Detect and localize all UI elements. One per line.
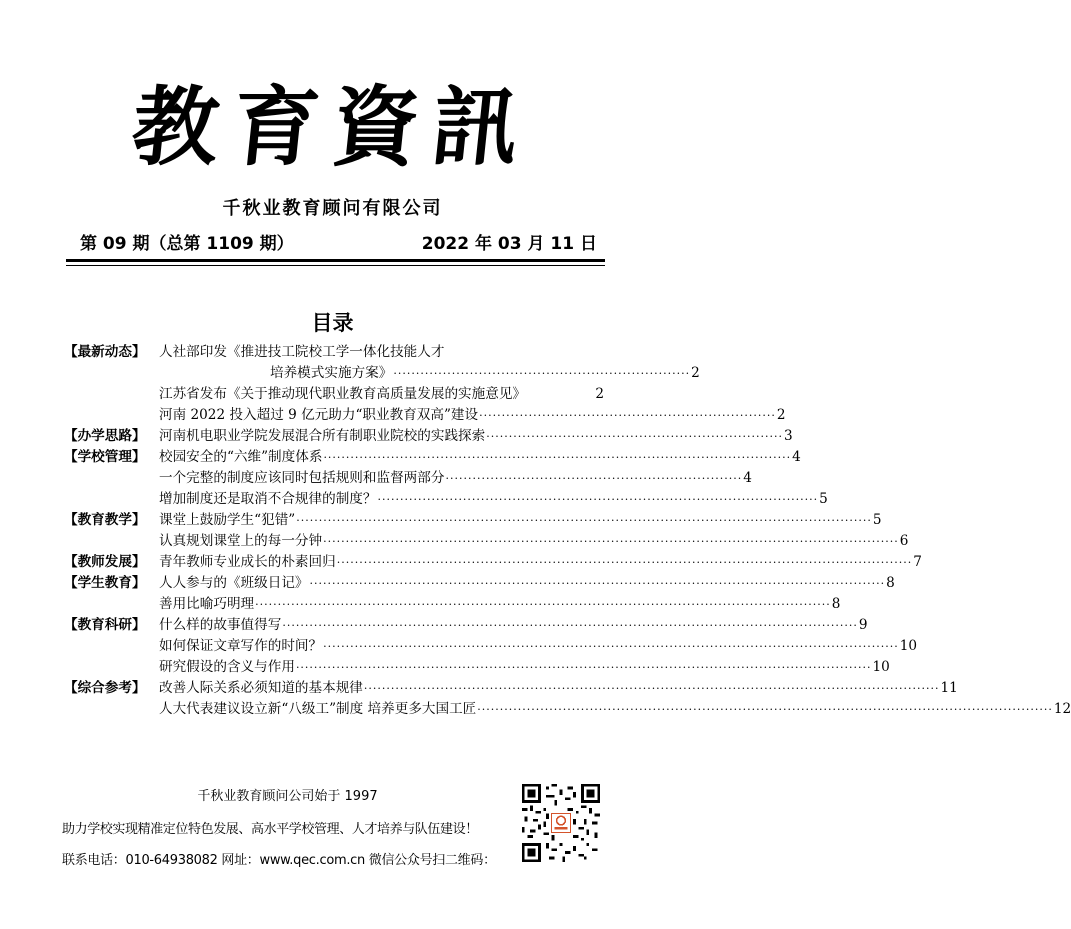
toc-row (64, 678, 958, 699)
toc-entry-link[interactable]: 如何保证文章写作的时间？ ································································································································ 10 (159, 636, 604, 657)
toc-entry-title: 人大代表建议设立新“八级工”制度 培养更多大国工匠 (159, 701, 477, 717)
toc-page-number: 10 (899, 638, 917, 654)
toc-row (64, 363, 700, 384)
qr-code-icon[interactable] (522, 784, 600, 862)
toc-row (64, 573, 895, 594)
toc-entry-title: 如何保证文章写作的时间？ (159, 638, 323, 654)
toc-category: 【最新动态】 (64, 344, 146, 360)
toc-entry-link[interactable]: 研究假设的含义与作用 ································································································································ 10 (159, 657, 604, 678)
toc-category: 【教育科研】 (64, 617, 146, 633)
toc-entry-title: 改善人际关系必须知道的基本规律 (159, 680, 363, 696)
toc-page-number: 2 (595, 386, 604, 402)
toc-page-number: 10 (872, 659, 890, 675)
toc-entry-link[interactable] (159, 342, 604, 363)
toc-row (64, 510, 882, 531)
issue-number: 第 09 期（总第 1109 期） (80, 234, 294, 254)
toc-page-number: 8 (886, 575, 895, 591)
toc-entry-link[interactable]: 课堂上鼓励学生“犯错” ································································································································ 5 (159, 510, 604, 531)
footer-slogan: 助力学校实现精准定位特色发展、高水平学校管理、人才培养与队伍建设！ (62, 822, 478, 837)
toc-category: 【教育教学】 (64, 512, 146, 528)
toc-row (64, 636, 917, 657)
toc-entry-title: 河南机电职业学院发展混合所有制职业院校的实践探索 (159, 428, 486, 444)
toc-page-number: 4 (792, 449, 801, 465)
toc-entry-link[interactable]: 培养模式实施方案》 ·································································· 2 (270, 363, 604, 384)
toc-entry-link[interactable]: 善用比喻巧明理 ································································································································ 8 (159, 594, 604, 615)
toc-entry-title: 河南 2022 投入超过 9 亿元助力“职业教育双高”建设 (159, 407, 479, 423)
footer-founded: 千秋业教育顾问公司始于 1997 (197, 789, 378, 804)
toc-page-number: 7 (913, 554, 922, 570)
toc-entry-link[interactable]: 增加制度还是取消不合规律的制度？ ·································································································· 5 (159, 489, 604, 510)
toc-entry-link[interactable]: 改善人际关系必须知道的基本规律 ································································································································ 11 (159, 678, 604, 699)
toc-page-number: 11 (940, 680, 958, 696)
toc-row (64, 342, 604, 363)
toc-page-number: 5 (819, 491, 828, 507)
table-of-contents (64, 342, 1071, 720)
toc-entry-link[interactable]: 什么样的故事值得写 ································································································································ 9 (159, 615, 604, 636)
toc-row (64, 615, 868, 636)
toc-page-number: 2 (691, 365, 700, 381)
toc-entry-link[interactable]: 认真规划课堂上的每一分钟 ································································································································ 6 (159, 531, 604, 552)
toc-entry-title: 青年教师专业成长的朴素回归 (159, 554, 336, 570)
toc-entry-title: 善用比喻巧明理 (159, 596, 255, 612)
toc-entry-link[interactable]: 一个完整的制度应该同时包括规则和监督两部分 ·································································· 4 (159, 468, 604, 489)
toc-category: 【学生教育】 (64, 575, 146, 591)
toc-page-number: 2 (776, 407, 786, 423)
toc-entry-title: 认真规划课堂上的每一分钟 (159, 533, 323, 549)
toc-entry-title: 校园安全的“六维”制度体系 (159, 449, 323, 465)
toc-entry-link[interactable] (159, 384, 604, 405)
toc-entry-title: 一个完整的制度应该同时包括规则和监督两部分 (159, 470, 445, 486)
header-divider-thin (66, 265, 605, 266)
header-divider-thick (66, 259, 605, 262)
toc-row (64, 426, 793, 447)
toc-row (64, 384, 604, 405)
toc-entry-link[interactable]: 校园安全的“六维”制度体系 ········································································································ 4 (159, 447, 604, 468)
toc-category: 【综合参考】 (64, 680, 146, 696)
toc-entry-title: 什么样的故事值得写 (159, 617, 282, 633)
toc-page-number: 12 (1053, 701, 1071, 717)
toc-row (64, 489, 828, 510)
footer-contact: 联系电话：010-64938082 网址：www.qec.com.cn 微信公众号扫二维码： (62, 853, 496, 868)
toc-page-number: 4 (743, 470, 752, 486)
toc-entry-link[interactable]: 人大代表建议设立新“八级工”制度 培养更多大国工匠 ································································································································ 12 (159, 699, 604, 720)
toc-entry-link[interactable]: 河南 2022 投入超过 9 亿元助力“职业教育双高”建设 ·································································· 2 (159, 405, 604, 426)
toc-row (64, 552, 922, 573)
toc-page-number: 9 (858, 617, 868, 633)
toc-page-number: 5 (872, 512, 882, 528)
toc-row (64, 594, 841, 615)
toc-entry-link[interactable]: 河南机电职业学院发展混合所有制职业院校的实践探索 ·································································· 3 (159, 426, 604, 447)
toc-entry-link[interactable]: 人人参与的《班级日记》 ································································································································ 8 (159, 573, 604, 594)
masthead-title: 教育資訊 (127, 77, 538, 178)
toc-row (64, 468, 752, 489)
toc-row (64, 447, 801, 468)
toc-page-number: 8 (831, 596, 841, 612)
issue-date: 2022 年 03 月 11 日 (421, 234, 597, 254)
toc-heading: 目录 (311, 311, 354, 335)
toc-row (64, 699, 1071, 720)
toc-category: 【学校管理】 (64, 449, 146, 465)
toc-page-number: 6 (899, 533, 909, 549)
toc-entry-title: 江苏省发布《关于推动现代职业教育高质量发展的实施意见》 (159, 386, 527, 402)
toc-entry-title: 研究假设的含义与作用 (159, 659, 295, 675)
toc-category: 【教师发展】 (64, 554, 146, 570)
toc-row (64, 657, 890, 678)
toc-entry-title: 课堂上鼓励学生“犯错” (159, 512, 296, 528)
toc-row (64, 531, 909, 552)
toc-entry-title: 人社部印发《推进技工院校工学一体化技能人才 (159, 344, 445, 360)
company-name: 千秋业教育顾问有限公司 (222, 198, 443, 219)
toc-entry-title: 增加制度还是取消不合规律的制度？ (159, 491, 377, 507)
toc-entry-link[interactable]: 青年教师专业成长的朴素回归 ································································································································ 7 (159, 552, 604, 573)
toc-entry-title-cont: 培养模式实施方案》 (270, 365, 393, 381)
toc-category: 【办学思路】 (64, 428, 146, 444)
toc-entry-title: 人人参与的《班级日记》 (159, 575, 309, 591)
toc-page-number: 3 (784, 428, 793, 444)
toc-row (64, 405, 786, 426)
